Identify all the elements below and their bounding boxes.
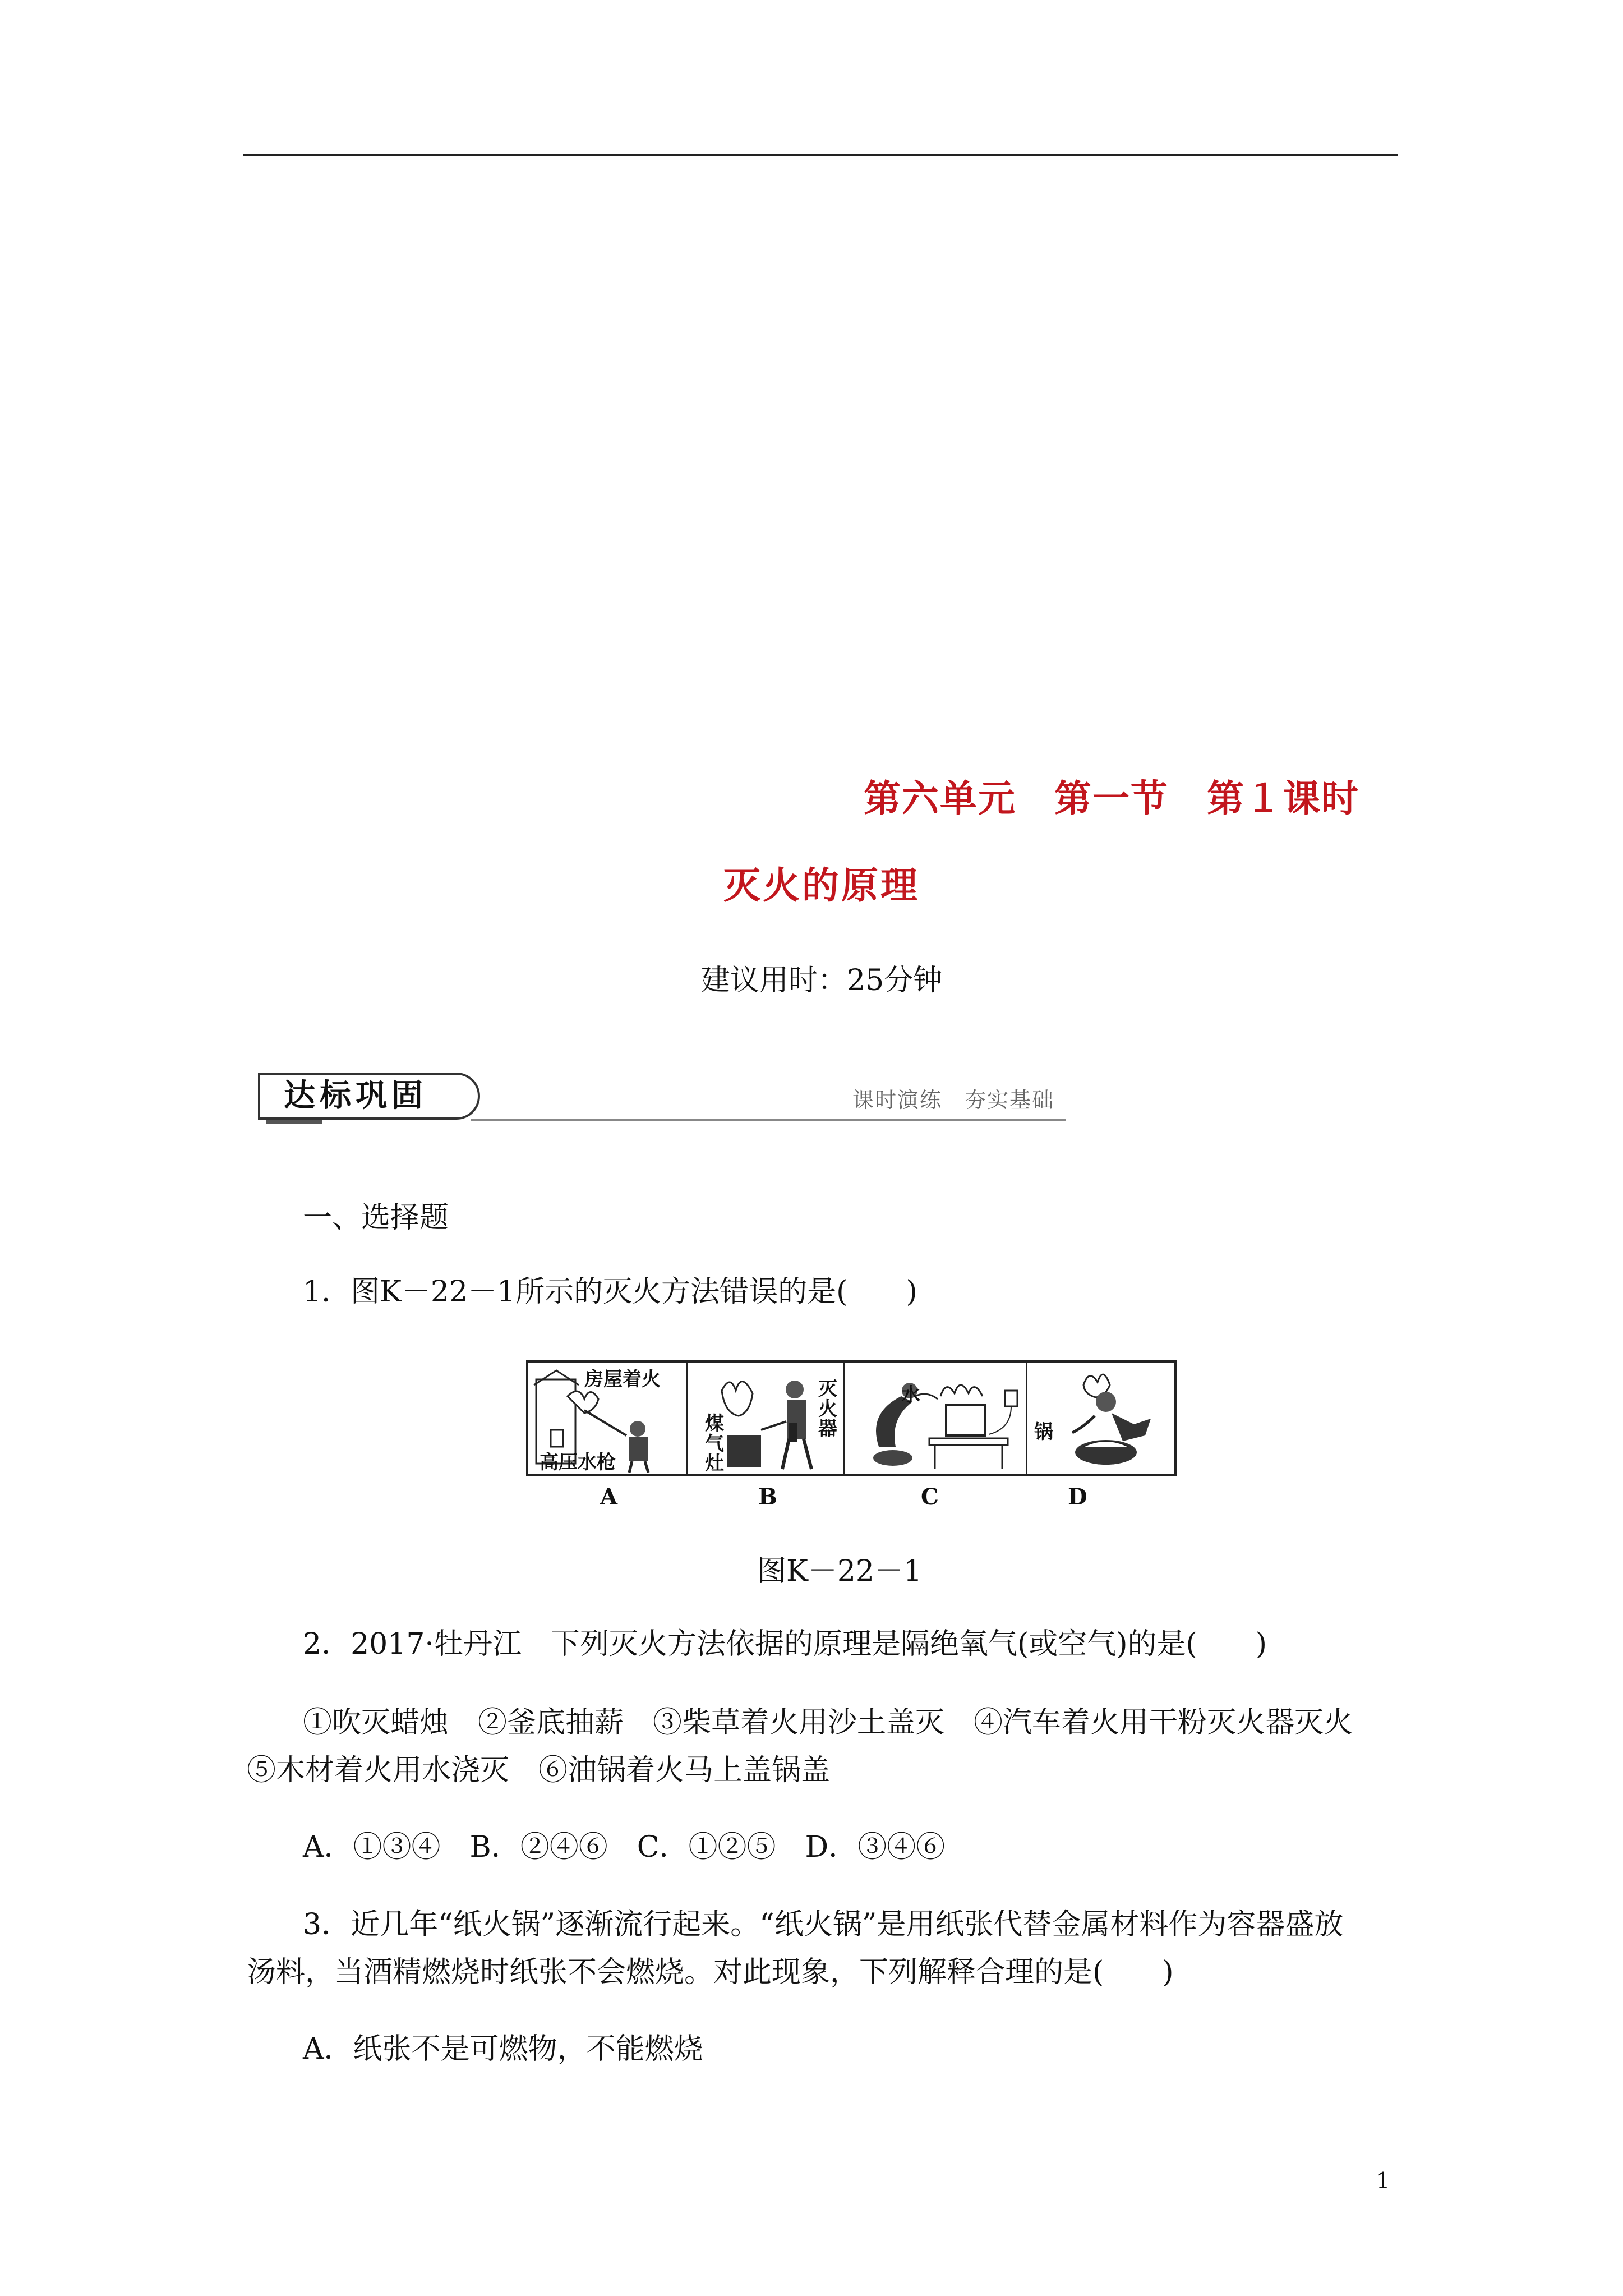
section-heading: 一、选择题 bbox=[303, 1201, 449, 1235]
question-1-stem: 1．图K－22－1所示的灭火方法错误的是( ) bbox=[303, 1275, 917, 1309]
question-2-stem: 2．2017·牡丹江 下列灭火方法依据的原理是隔绝氧气(或空气)的是( ) bbox=[303, 1627, 1267, 1661]
panel-a-label-1: 房屋着火 bbox=[584, 1368, 661, 1391]
lesson-title: 灭火的原理 bbox=[723, 863, 920, 907]
figure-k22-1 bbox=[526, 1360, 1177, 1476]
figure-letter-d: D bbox=[1068, 1484, 1087, 1510]
chapter-title: 第六单元 第一节 第１课时 bbox=[864, 776, 1359, 820]
page-number: 1 bbox=[1376, 2168, 1390, 2193]
figure-letter-a: A bbox=[600, 1484, 618, 1510]
banner-underline bbox=[471, 1119, 1066, 1121]
banner-badge bbox=[258, 1073, 480, 1120]
question-3-option-a: A．纸张不是可燃物，不能燃烧 bbox=[303, 2032, 703, 2066]
banner-shadow bbox=[266, 1120, 322, 1124]
banner-badge-text: 达标巩固 bbox=[284, 1078, 427, 1114]
section-banner bbox=[258, 1066, 1066, 1133]
header-rule bbox=[243, 154, 1398, 156]
panel-c-label-1: 水 bbox=[901, 1384, 920, 1406]
figure-panel-a bbox=[528, 1363, 688, 1474]
electrical-fire-water-illustration bbox=[845, 1363, 1027, 1474]
figure-panel-d bbox=[1027, 1363, 1174, 1474]
figure-panel-b bbox=[688, 1363, 845, 1474]
question-3-stem-line-1: 3．近几年“纸火锅”逐渐流行起来。“纸火锅”是用纸张代替金属材料作为容器盛放 bbox=[303, 1908, 1344, 1941]
suggested-time: 建议用时：25分钟 bbox=[701, 964, 943, 997]
figure-caption: 图K－22－1 bbox=[757, 1554, 923, 1588]
figure-letter-b: B bbox=[758, 1484, 777, 1510]
panel-d-label-1: 锅 bbox=[1034, 1421, 1053, 1443]
panel-b-label-1: 灭火器 bbox=[818, 1378, 837, 1441]
figure-panel-c bbox=[845, 1363, 1027, 1474]
panel-b-label-2: 煤气灶 bbox=[705, 1412, 724, 1474]
question-3-stem-line-2: 汤料，当酒精燃烧时纸张不会燃烧。对此现象，下列解释合理的是( ) bbox=[247, 1955, 1174, 1989]
question-2-items-line-2: ⑤木材着火用水浇灭 ⑥油锅着火马上盖锅盖 bbox=[247, 1754, 831, 1787]
panel-a-label-2: 高压水枪 bbox=[540, 1451, 616, 1474]
banner-subtitle: 课时演练 夯实基础 bbox=[852, 1088, 1055, 1112]
figure-letter-c: C bbox=[921, 1484, 939, 1510]
question-2-options: A．①③④ B．②④⑥ C．①②⑤ D．③④⑥ bbox=[303, 1830, 946, 1864]
question-2-items-line-1: ①吹灭蜡烛 ②釜底抽薪 ③柴草着火用沙土盖灭 ④汽车着火用干粉灭火器灭火 bbox=[303, 1706, 1353, 1740]
